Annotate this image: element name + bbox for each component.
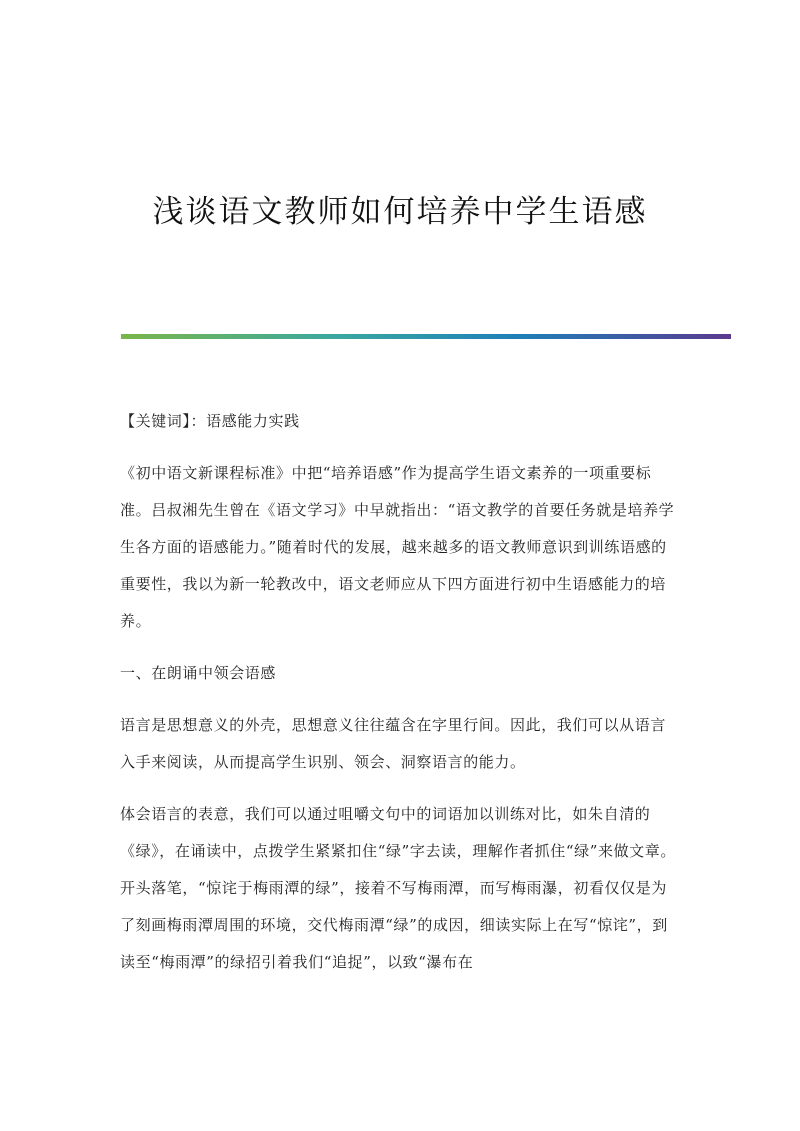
title-divider — [121, 334, 731, 339]
section-heading: 一、在朗诵中领会语感 — [120, 664, 277, 682]
paragraph-language: 语言是思想意义的外壳，思想意义往往蕴含在字里行间。因此，我们可以从语言入手来阅读，从而提高学生识别、领会、洞察语言的能力。 — [120, 716, 667, 771]
paragraph-intro: 《初中语文新课程标准》中把“培养语感”作为提高学生语文素养的一项重要标准。吕叔湘先生曾在《语文学习》中早就指出：“语文教学的首要任务就是培养学生各方面的语感能力。”随着时代的发展，越来越多的语文教师意识到训练语感的重要性，我以为新一轮教改中，语文老师应从下四方面进行初中生语感能力的培养。 — [120, 464, 675, 630]
keywords-value: 语感能力实践 — [206, 412, 300, 430]
document-title: 浅谈语文教师如何培养中学生语感 — [152, 194, 648, 230]
paragraph-example: 体会语言的表意，我们可以通过咀嚼文句中的词语加以训练对比，如朱自清的《绿》，在诵读中，点拨学生紧紧扣住“绿”字去读，理解作者抓住“绿”来做文章。开头落笔，“惊诧于梅雨潭的绿”，接着不写梅雨潭，而写梅雨瀑，初看仅仅是为了刻画梅雨潭周围的环境，交代梅雨潭“绿”的成因，细读实际上在写“惊诧”，到读至“梅雨潭”的绿招引着我们“追捉”，以致“瀑布在 — [120, 805, 676, 971]
document-body — [120, 403, 680, 996]
keywords-line — [120, 403, 680, 440]
keywords-label: 【关键词】： — [120, 412, 207, 430]
